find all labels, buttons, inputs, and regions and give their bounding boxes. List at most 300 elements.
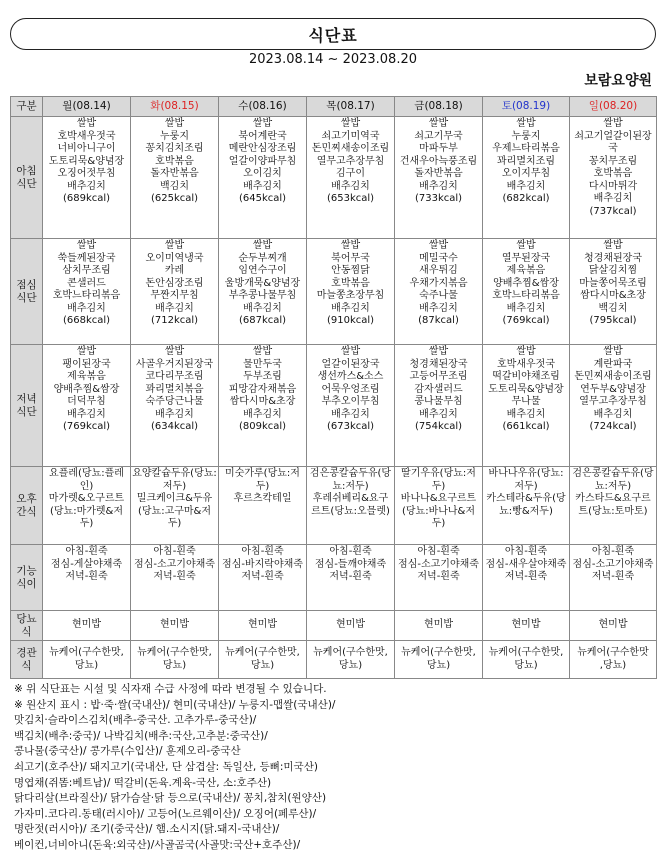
note-line: 가자미.코다리.동태(러시아)/ 고등어(노르웨이산)/ 오징어(페루산)/ xyxy=(14,807,317,820)
menu-item: 쌀밥 xyxy=(428,240,449,251)
menu-item: 꽈리멸치볶음 xyxy=(145,383,204,395)
note-line: 백김치(배추:중국)/ 나박김치(배추:국산,고추분:중국산)/ xyxy=(14,729,268,742)
row-label-line: 식이 xyxy=(16,577,37,590)
menu-cell xyxy=(395,611,483,641)
menu-title-text: 식단표 xyxy=(308,25,358,45)
menu-cell xyxy=(395,467,483,545)
menu-item: 쌀밥 xyxy=(76,240,97,251)
menu-item: 오징어젓무침 xyxy=(57,168,116,179)
menu-item: 쌀밥 xyxy=(252,118,273,129)
row-label-line: 식 xyxy=(21,625,32,638)
row-breakfast xyxy=(11,117,657,239)
menu-item: 미숫가루(당뇨:저두) xyxy=(225,468,300,492)
menu-item: 연두부&양념장 xyxy=(580,383,646,395)
menu-item: (712kcal) xyxy=(150,315,199,326)
menu-item: 고등어무조림 xyxy=(409,371,468,382)
menu-item: 아침-흰죽 xyxy=(241,546,284,557)
menu-cell xyxy=(483,239,570,345)
menu-item: (737kcal) xyxy=(589,205,637,217)
menu-item: 쌈다시마&초장 xyxy=(229,396,296,407)
menu-cell xyxy=(483,117,570,239)
menu-item: (668kcal) xyxy=(62,315,111,326)
menu-item: 현미밥 xyxy=(336,619,365,631)
header-day-sun: 일(08.20) xyxy=(570,97,657,117)
menu-item: 부추콩나물무침 xyxy=(228,290,297,301)
menu-item: 열무고추장무침 xyxy=(316,155,385,167)
header-corner: 구분 xyxy=(11,97,43,117)
menu-cell xyxy=(43,641,131,679)
menu-item: 배추김치 xyxy=(331,180,370,192)
menu-item: 사골우거지된장국 xyxy=(135,358,214,370)
menu-item: 저녁-흰죽 xyxy=(329,571,372,582)
menu-item: 쌀밥 xyxy=(603,240,623,251)
menu-item: 배추김치 xyxy=(593,193,633,204)
menu-item: 쌀밥 xyxy=(516,240,536,251)
menu-item: 호박느타리볶음 xyxy=(52,290,121,301)
menu-item: 마늘쫑어묵조림 xyxy=(579,277,647,289)
menu-item: 배추김치 xyxy=(593,408,633,420)
menu-item: 배추김치 xyxy=(331,302,370,314)
menu-item: 백김치 xyxy=(160,180,189,192)
menu-item: 마늘쫑초장무침 xyxy=(316,290,385,301)
row-label-line: 기능 xyxy=(16,564,37,577)
menu-item: 호박새우젓국 xyxy=(497,358,555,370)
menu-item: 두부조림 xyxy=(243,371,282,382)
menu-item: (769kcal) xyxy=(62,421,111,432)
menu-cell xyxy=(43,611,131,641)
menu-item: 열무된장국 xyxy=(501,252,551,264)
menu-item: 카레 xyxy=(164,265,185,276)
menu-item: 돌자반볶음 xyxy=(414,168,463,179)
menu-item: 저녁-흰죽 xyxy=(241,571,284,582)
menu-item: 아침-흰죽 xyxy=(65,546,108,557)
note-line: 쇠고기(호주산)/ 돼지고기(국내산, 단 삼겹살: 독일산, 등뼈:미국산) xyxy=(14,760,318,773)
menu-item: 제육볶음 xyxy=(506,265,546,276)
menu-item: 배추김치 xyxy=(155,408,194,420)
menu-item: 뉴케어(구수한맛, xyxy=(137,647,212,658)
menu-item: 임연수구이 xyxy=(238,265,287,276)
menu-item: (689kcal) xyxy=(62,193,111,204)
row-lunch xyxy=(11,239,657,345)
row-label-line: 아침 xyxy=(16,164,37,177)
menu-item: 얼갈이된장국 xyxy=(321,358,380,370)
row-label-line: 오후 xyxy=(16,492,37,505)
menu-item: 점심-소고기야채죽 xyxy=(134,558,215,570)
menu-cell xyxy=(570,117,657,239)
menu-item: 당뇨) xyxy=(74,659,99,671)
menu-item: 삼치무조림 xyxy=(62,265,111,276)
menu-cell xyxy=(131,641,219,679)
menu-item: 배추김치 xyxy=(419,302,458,314)
menu-cell xyxy=(219,467,307,545)
menu-item: (733kcal) xyxy=(414,193,463,204)
row-snack xyxy=(11,467,657,545)
row-label-line: 경관 xyxy=(16,646,37,659)
menu-cell xyxy=(131,611,219,641)
menu-item: (645kcal) xyxy=(238,193,287,204)
menu-item: 호박볶음 xyxy=(155,155,194,167)
menu-item: 돈민찌새송이조림 xyxy=(311,143,390,154)
note-line: 명엽채(쥐똠:베트남)/ 떡갈비(돈육.계육-국산, 소:호주산) xyxy=(14,776,272,789)
menu-item: 열무고추장무침 xyxy=(579,396,647,407)
row-label-line: 식단 xyxy=(16,291,37,304)
menu-cell xyxy=(43,345,131,467)
note-line: ※ 위 식단표는 시설 및 식자재 수급 사정에 따라 변경될 수 있습니다. xyxy=(14,683,327,695)
row-label-snack xyxy=(11,467,43,545)
menu-cell xyxy=(395,345,483,467)
menu-item: 바나나우유(당뇨:저두) xyxy=(488,468,564,492)
row-label-line: 점심 xyxy=(16,278,37,291)
row-label-diabetic-diet xyxy=(11,611,43,641)
menu-item: 마파두부 xyxy=(419,143,458,154)
menu-item: 쌀밥 xyxy=(516,118,536,129)
menu-cell xyxy=(307,611,395,641)
menu-item: 돌자반볶음 xyxy=(150,168,199,179)
menu-item: 다시마튀각 xyxy=(588,180,638,192)
menu-item: 더덕무침 xyxy=(67,396,106,407)
menu-item: 카스테라&두유(당뇨:빵&저두) xyxy=(486,493,566,517)
menu-item: 닭살김치찜 xyxy=(588,265,638,276)
menu-item: 쌀밥 xyxy=(516,346,536,357)
menu-item: 아침-흰죽 xyxy=(504,546,548,557)
menu-item: 쌀밥 xyxy=(164,346,185,357)
menu-item: 저녁-흰죽 xyxy=(65,571,108,582)
menu-item: 배추김치 xyxy=(67,408,106,420)
menu-item: 뉴케어(구수한맛, xyxy=(225,647,300,658)
menu-item: 건새우아늑풍조림 xyxy=(399,155,478,167)
menu-cell xyxy=(570,611,657,641)
row-label-line: 저녁 xyxy=(16,392,37,405)
menu-cell xyxy=(395,239,483,345)
menu-cell xyxy=(219,641,307,679)
menu-cell xyxy=(219,239,307,345)
menu-item: 배추김치 xyxy=(243,180,282,192)
menu-cell xyxy=(307,467,395,545)
menu-item: 점심-게살야채죽 xyxy=(50,558,123,570)
menu-cell xyxy=(483,611,570,641)
menu-item: 양배추찜&쌈장 xyxy=(53,383,120,395)
menu-item: 메란안심장조림 xyxy=(228,143,297,154)
menu-item: (625kcal) xyxy=(150,193,199,204)
row-label-lunch xyxy=(11,239,43,345)
menu-item: 점심-들깨야채죽 xyxy=(314,558,387,570)
menu-item: 쌈다시마&초장 xyxy=(580,290,646,301)
menu-item: 저녁-흰죽 xyxy=(417,571,460,582)
menu-item: 누룽지 xyxy=(160,130,189,142)
menu-cell xyxy=(307,117,395,239)
menu-cell xyxy=(483,345,570,467)
header-day-fri: 금(08.18) xyxy=(395,97,483,117)
row-label-breakfast xyxy=(11,117,43,239)
menu-cell xyxy=(43,239,131,345)
row-label-tube-feeding xyxy=(11,641,43,679)
note-line: 닭다리살(브라질산)/ 닭가슴살·닭 등으로(국내산)/ 꽁치,참치(원양산) xyxy=(14,792,327,805)
menu-item: 검은콩칼슘두유(당뇨:저두) xyxy=(572,468,654,492)
menu-item: 아침-흰죽 xyxy=(591,546,635,557)
menu-item: 숙주당근나물 xyxy=(145,396,204,407)
menu-item: 제육볶음 xyxy=(67,371,106,382)
menu-item: 점심-소고기야채죽 xyxy=(398,558,479,570)
menu-item: 배추김치 xyxy=(506,408,546,420)
menu-item: (87kcal) xyxy=(418,315,459,326)
menu-item: 콩나물무침 xyxy=(414,396,463,407)
menu-item: 오이지무침 xyxy=(501,168,551,179)
menu-item: 너비아니구이 xyxy=(57,143,116,154)
menu-item: 딸기우유(당뇨:저두) xyxy=(401,468,476,492)
menu-item: 뉴케어(구수한맛, xyxy=(313,647,388,658)
menu-cell xyxy=(395,545,483,611)
menu-cell xyxy=(307,641,395,679)
row-diabetic-diet xyxy=(11,611,657,641)
menu-item: (661kcal) xyxy=(502,421,550,432)
menu-item: 아침-흰죽 xyxy=(153,546,196,557)
menu-item: 당뇨) xyxy=(250,659,275,671)
menu-item: 돈민찌새송이조림 xyxy=(574,371,652,382)
menu-item: 현미밥 xyxy=(598,619,628,631)
menu-item: 현미밥 xyxy=(160,619,189,631)
row-label-line: 당뇨 xyxy=(16,612,37,625)
menu-item: 순두부찌개 xyxy=(238,252,287,264)
menu-item: 팽이된장국 xyxy=(62,358,111,370)
menu-cell xyxy=(131,467,219,545)
menu-cell xyxy=(395,117,483,239)
menu-item: 쌀밥 xyxy=(76,346,97,357)
menu-title xyxy=(10,18,656,50)
menu-cell xyxy=(43,467,131,545)
menu-item: 쌀밥 xyxy=(76,118,97,129)
menu-item: 김구이 xyxy=(336,168,365,179)
menu-item: 마가렛&오구르트(당뇨:마가렛&저두) xyxy=(48,493,125,529)
menu-item: 쑥들께된장국 xyxy=(57,252,116,264)
menu-item: 쌀밥 xyxy=(252,240,273,251)
menu-item: 우제느타리볶음 xyxy=(492,143,560,154)
menu-item: 메밀국수 xyxy=(419,252,458,264)
menu-item: 뉴케어(구수한맛, xyxy=(401,647,476,658)
menu-item: 후레쉬베리&요구르트(당뇨:오믈렛) xyxy=(311,493,390,517)
row-tube-feeding xyxy=(11,641,657,679)
menu-item: 아침-흰죽 xyxy=(417,546,460,557)
menu-item: 배추김치 xyxy=(67,302,106,314)
menu-item: 요양칼슘두유(당뇨:저두) xyxy=(132,468,217,492)
menu-item: 쌀밥 xyxy=(340,118,361,129)
menu-item: 현미밥 xyxy=(424,619,453,631)
menu-item: (634kcal) xyxy=(150,421,199,432)
menu-item: 현미밥 xyxy=(248,619,277,631)
header-day-wed: 수(08.16) xyxy=(219,97,307,117)
menu-item: 피망감자채볶음 xyxy=(228,383,297,395)
menu-cell xyxy=(307,345,395,467)
menu-item: 호박새우젓국 xyxy=(57,130,116,142)
menu-cell xyxy=(483,467,570,545)
menu-item: 쌀밥 xyxy=(340,240,361,251)
menu-item: 코다리무조림 xyxy=(145,371,204,382)
menu-item: (910kcal) xyxy=(326,315,375,326)
menu-item: 숙주나물 xyxy=(419,290,458,301)
menu-item: 쇠고기미역국 xyxy=(321,130,380,142)
row-label-line: 식단 xyxy=(16,405,37,418)
menu-item: 얼갈이양파무침 xyxy=(228,155,297,167)
menu-item: 뉴케어(구수한맛, xyxy=(488,647,564,658)
menu-item: 생선까스&소스 xyxy=(317,371,384,382)
menu-item: 배추김치 xyxy=(155,302,194,314)
menu-item: 울방개묵&양념장 xyxy=(224,277,301,289)
menu-item: 쌀밥 xyxy=(252,346,273,357)
menu-item: (673kcal) xyxy=(326,421,375,432)
menu-item: 호박볶음 xyxy=(593,168,633,179)
menu-cell xyxy=(570,345,657,467)
menu-item: 양배추찜&쌈장 xyxy=(493,277,559,289)
menu-item: (687kcal) xyxy=(238,315,287,326)
menu-item: 우채가지볶음 xyxy=(409,277,468,289)
menu-item: 배추김치 xyxy=(419,408,458,420)
menu-table xyxy=(10,96,657,679)
menu-item: 배추김치 xyxy=(506,180,546,192)
menu-item: 쇠고기무국 xyxy=(414,130,463,142)
menu-cell xyxy=(395,641,483,679)
menu-item: 도토리묵&양념장 xyxy=(48,155,125,167)
menu-item: ,당뇨) xyxy=(599,659,627,671)
menu-cell xyxy=(219,545,307,611)
menu-item: 꽁치무조림 xyxy=(588,155,638,167)
menu-item: 쌀밥 xyxy=(428,346,449,357)
menu-cell xyxy=(131,117,219,239)
menu-cell xyxy=(570,239,657,345)
menu-item: 쌀밥 xyxy=(603,346,623,357)
menu-item: 저녁-흰죽 xyxy=(504,571,548,582)
menu-item: 계란파국 xyxy=(593,358,633,370)
menu-item: (769kcal) xyxy=(502,315,550,326)
organization-name: 보람요양원 xyxy=(584,73,652,89)
menu-item: 요플레(당뇨:플레인) xyxy=(49,468,124,492)
menu-item: 후르츠칵테일 xyxy=(233,493,292,504)
menu-item: 밀크케이크&두유(당뇨:고구마&저두) xyxy=(136,493,213,529)
menu-item: 부추오이무침 xyxy=(321,396,380,407)
menu-item: 안동찜닭 xyxy=(331,265,370,276)
menu-item: 쌀밥 xyxy=(164,118,185,129)
menu-item: 물만두국 xyxy=(243,358,282,370)
row-label-line: 식 xyxy=(21,659,32,672)
row-label-line: 식단 xyxy=(16,177,37,190)
header-row xyxy=(11,97,657,117)
menu-item: 당뇨) xyxy=(338,659,363,671)
menu-item: 쌀밥 xyxy=(164,240,185,251)
note-line: 콩나물(중국산)/ 콩가루(수입산)/ 훈제오리-중국산 xyxy=(14,745,241,758)
menu-item: 배추김치 xyxy=(243,408,282,420)
menu-cell xyxy=(131,345,219,467)
menu-cell xyxy=(483,545,570,611)
menu-item: 도토리묵&양념장 xyxy=(488,383,564,395)
menu-item: 점심-소고기야채죽 xyxy=(572,558,654,570)
menu-cell xyxy=(131,545,219,611)
menu-item: 북어계란국 xyxy=(238,130,287,142)
menu-cell xyxy=(570,467,657,545)
row-dinner xyxy=(11,345,657,467)
menu-item: 무짠지무침 xyxy=(150,290,199,301)
menu-item: 아침-흰죽 xyxy=(329,546,372,557)
menu-item: 쇠고기얼갈이된장국 xyxy=(574,130,652,154)
menu-item: 감자샐러드 xyxy=(414,383,463,395)
menu-item: 호박볶음 xyxy=(331,277,370,289)
menu-item: 당뇨) xyxy=(514,659,538,671)
menu-item: 청경채된장국 xyxy=(409,358,468,370)
menu-item: 꽈리멸치조림 xyxy=(497,155,555,167)
note-line: 명란젓(러시아)/ 조기(중국산)/ 햄.소시지(닭.돼지-국내산)/ xyxy=(14,823,280,836)
row-label-line: 간식 xyxy=(16,505,37,518)
menu-item: 뉴케어(구수한맛, xyxy=(49,647,124,658)
menu-item: 꽁치김치조림 xyxy=(145,143,204,154)
menu-item: 청경채된장국 xyxy=(584,252,642,264)
menu-item: (795kcal) xyxy=(589,315,637,326)
menu-item: (724kcal) xyxy=(589,421,637,432)
menu-item: 당뇨) xyxy=(162,659,187,671)
menu-item: 배추김치 xyxy=(331,408,370,420)
menu-item: 어묵우엉조림 xyxy=(321,383,380,395)
row-label-functional-diet xyxy=(11,545,43,611)
menu-item: 점심-새우살야채죽 xyxy=(485,558,567,570)
menu-cell xyxy=(570,545,657,611)
menu-item: 카스타드&요구르트(당뇨:토마토) xyxy=(575,493,651,517)
menu-cell xyxy=(131,239,219,345)
menu-item: 현미밥 xyxy=(72,619,101,631)
note-line: 맛김치·슬라이스김치(배추-중국산. 고추가루-중국산)/ xyxy=(14,714,257,727)
menu-item: 검은콩칼슘두유(당뇨:저두) xyxy=(309,468,392,492)
menu-cell xyxy=(219,345,307,467)
menu-item: 배추김치 xyxy=(243,302,282,314)
menu-cell xyxy=(307,239,395,345)
menu-item: 무나물 xyxy=(511,396,541,407)
menu-item: 배추김치 xyxy=(506,302,546,314)
menu-cell xyxy=(483,641,570,679)
menu-item: 오이김치 xyxy=(243,168,282,179)
menu-table-body xyxy=(11,117,657,679)
menu-item: 현미밥 xyxy=(511,619,541,631)
menu-cell xyxy=(219,117,307,239)
menu-item: 돈안심장조림 xyxy=(145,277,204,289)
row-functional-diet xyxy=(11,545,657,611)
header-day-thu: 목(08.17) xyxy=(307,97,395,117)
menu-item: 저녁-흰죽 xyxy=(153,571,196,582)
menu-cell xyxy=(219,611,307,641)
header-day-tue: 화(08.15) xyxy=(131,97,219,117)
menu-item: 새우튀김 xyxy=(419,265,458,276)
menu-item: 떡갈비야채조림 xyxy=(492,371,560,382)
menu-item: 누룽지 xyxy=(511,130,541,142)
menu-cell xyxy=(43,117,131,239)
row-label-dinner xyxy=(11,345,43,467)
menu-item: 오이미역냉국 xyxy=(145,252,204,264)
date-range: 2023.08.14 ~ 2023.08.20 xyxy=(248,52,418,67)
menu-item: 북어무국 xyxy=(331,252,370,264)
menu-item: (809kcal) xyxy=(238,421,287,432)
menu-item: (653kcal) xyxy=(326,193,375,204)
menu-item: 쌀밥 xyxy=(428,118,449,129)
menu-item: 바나나&요구르트(당뇨:바나나&저두) xyxy=(400,493,477,529)
header-day-sat: 토(08.19) xyxy=(483,97,570,117)
menu-item: 배추김치 xyxy=(419,180,458,192)
menu-item: 쌀밥 xyxy=(340,346,361,357)
menu-item: 쌀밥 xyxy=(603,118,623,129)
menu-item: 배추김치 xyxy=(67,180,106,192)
menu-item: 저녁-흰죽 xyxy=(591,571,635,582)
menu-item: 당뇨) xyxy=(426,659,451,671)
menu-item: 점심-바지락야채죽 xyxy=(222,558,303,570)
menu-cell xyxy=(570,641,657,679)
header-day-mon: 월(08.14) xyxy=(43,97,131,117)
menu-item: 백김치 xyxy=(598,302,628,314)
note-line: ※ 원산지 표시 : 밥·죽·쌀(국내산)/ 현미(국내산)/ 누룽지-맵쌀(국내산)/ xyxy=(14,698,336,711)
menu-item: 뉴케어(구수한맛 xyxy=(577,647,649,658)
menu-cell xyxy=(43,545,131,611)
